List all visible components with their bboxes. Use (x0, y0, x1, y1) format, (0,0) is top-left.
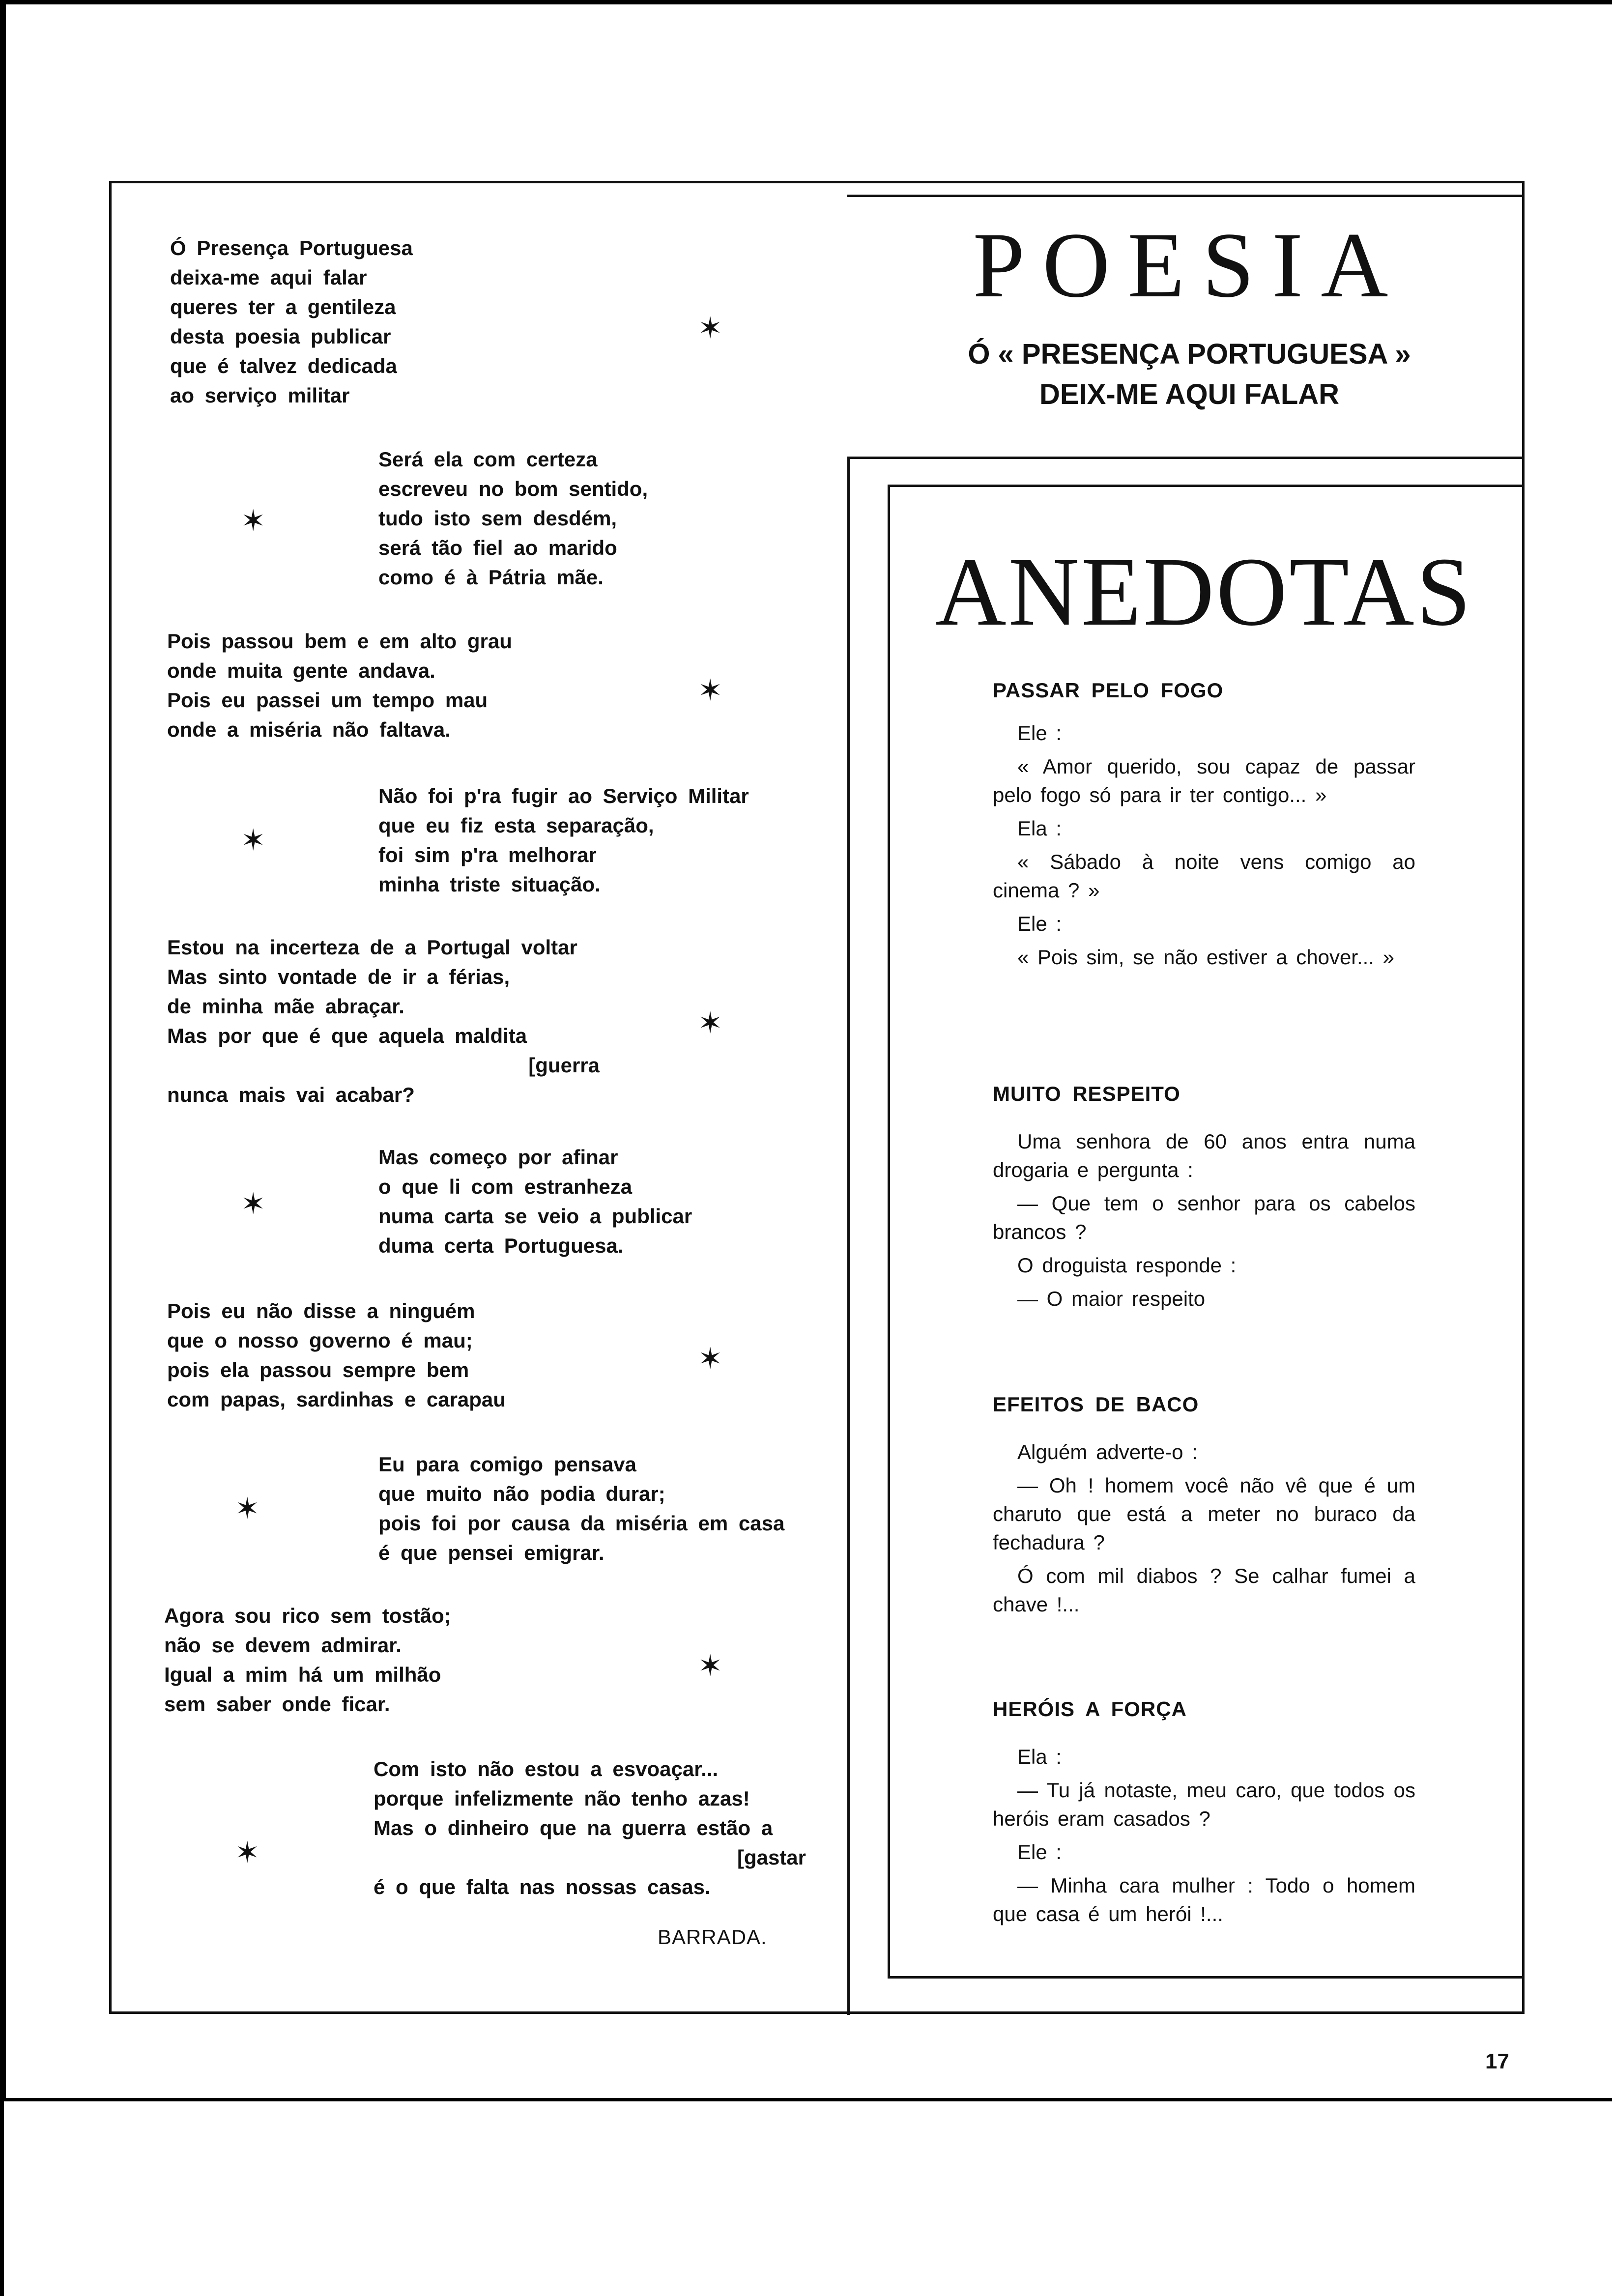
joke-line: — Minha cara mulher : Todo o homem que casa é um herói !... (993, 1874, 1415, 1925)
scan-edge-top (0, 0, 1612, 4)
joke-line: Ele : (1017, 1840, 1062, 1864)
star-icon: ✶ (241, 823, 266, 858)
verse: queres ter a gentileza (170, 295, 396, 318)
verse: é o que falta nas nossas casas. (374, 1875, 711, 1898)
stanza-8 (378, 1450, 784, 1568)
joke-line: Alguém adverte-o : (1017, 1440, 1198, 1464)
joke-line: Ela : (1017, 817, 1062, 840)
stanza-9 (164, 1601, 451, 1719)
verse: como é à Pátria mãe. (378, 566, 604, 589)
verse: Mas o dinheiro que na guerra estão a (374, 1816, 773, 1839)
verse: escreveu no bom sentido, (378, 477, 648, 500)
anedotas-content (899, 538, 1509, 646)
stanza-4 (378, 781, 749, 899)
verse: que é talvez dedicada (170, 354, 397, 377)
joke-line: Ó com mil diabos ? Se calhar fumei a chave !... (993, 1564, 1415, 1616)
verse-overflow: [guerra (528, 1054, 600, 1077)
joke-line: « Pois sim, se não estiver a chover... » (1017, 946, 1395, 969)
verse: de minha mãe abraçar. (167, 995, 404, 1018)
verse: Pois passou bem e em alto grau (167, 630, 512, 653)
verse: Com isto não estou a esvoaçar... (374, 1757, 719, 1780)
verse: duma certa Portuguesa. (378, 1234, 624, 1257)
joke-line: O droguista responde : (1017, 1254, 1237, 1277)
verse: que o nosso governo é mau; (167, 1329, 473, 1352)
stanza-10 (374, 1754, 806, 1902)
joke-line: Ela : (1017, 1745, 1062, 1768)
star-icon: ✶ (698, 673, 723, 708)
star-icon: ✶ (698, 1342, 723, 1376)
verse: que muito não podia durar; (378, 1482, 665, 1505)
verse: Mas sinto vontade de ir a férias, (167, 965, 510, 988)
verse: será tão fiel ao marido (378, 536, 617, 559)
verse: Agora sou rico sem tostão; (164, 1604, 451, 1627)
verse: onde muita gente andava. (167, 659, 435, 682)
joke-title: HERÓIS A FORÇA (993, 1697, 1187, 1721)
verse: Mas por que é que aquela maldita (167, 1024, 527, 1047)
page-number: 17 (1485, 2049, 1509, 2073)
stanza-5 (167, 933, 600, 1110)
joke-line: — O maior respeito (1017, 1287, 1206, 1310)
star-icon: ✶ (235, 1836, 260, 1870)
verse: foi sim p'ra melhorar (378, 843, 597, 866)
verse: desta poesia publicar (170, 325, 391, 348)
verse: Pois eu não disse a ninguém (167, 1299, 475, 1322)
star-icon: ✶ (241, 1187, 266, 1221)
verse: numa carta se veio a publicar (378, 1205, 692, 1228)
verse: pois foi por causa da miséria em casa (378, 1512, 785, 1535)
verse: minha triste situação. (378, 873, 601, 896)
subtitle-line-1: Ó « PRESENÇA PORTUGUESA » (968, 338, 1411, 370)
verse: nunca mais vai acabar? (167, 1083, 415, 1106)
next-page-edge (0, 2098, 1612, 2296)
star-icon: ✶ (235, 1492, 260, 1526)
verse: deixa-me aqui falar (170, 266, 367, 289)
anedotas-title: ANEDOTAS (935, 538, 1473, 646)
joke-3 (993, 1391, 1415, 1624)
page-title: POESIA (973, 214, 1406, 317)
verse-overflow: [gastar (737, 1846, 806, 1869)
verse: Eu para comigo pensava (378, 1453, 636, 1476)
column-divider (847, 457, 850, 2015)
joke-line: « Sábado à noite vens comigo ao cinema ? » (993, 850, 1415, 902)
verse: tudo isto sem desdém, (378, 507, 617, 530)
joke-line: — Oh ! homem você não vê que é um charuto que está a meter no buraco da fechadura ? (993, 1474, 1415, 1554)
scan-edge-left (0, 0, 6, 2296)
star-icon: ✶ (698, 1649, 723, 1683)
verse: Pois eu passei um tempo mau (167, 689, 488, 712)
stanza-1 (170, 233, 413, 410)
stanza-7 (167, 1296, 506, 1414)
stanza-3 (167, 627, 512, 745)
verse: que eu fiz esta separação, (378, 814, 654, 837)
verse: o que li com estranheza (378, 1175, 633, 1198)
star-icon: ✶ (698, 311, 723, 345)
joke-line: Uma senhora de 60 anos entra numa drogaria e pergunta : (993, 1130, 1415, 1181)
star-icon: ✶ (241, 504, 266, 538)
verse: Igual a mim há um milhão (164, 1663, 441, 1686)
verse: onde a miséria não faltava. (167, 718, 451, 741)
verse: não se devem admirar. (164, 1634, 402, 1657)
verse: sem saber onde ficar. (164, 1693, 390, 1716)
subtitle-line-2: DEIX-ME AQUI FALAR (1039, 378, 1340, 410)
star-icon: ✶ (698, 1006, 723, 1040)
joke-line: — Tu já notaste, meu caro, que todos os heróis eram casados ? (993, 1779, 1415, 1830)
joke-title: MUITO RESPEITO (993, 1082, 1180, 1105)
verse: é que pensei emigrar. (378, 1541, 604, 1564)
verse: porque infelizmente não tenho azas! (374, 1787, 750, 1810)
joke-line: Ele : (1017, 912, 1062, 935)
joke-line: « Amor querido, sou capaz de passar pelo fogo só para ir ter contigo... » (993, 755, 1415, 806)
verse: Ó Presença Portuguesa (170, 236, 413, 259)
verse: com papas, sardinhas e carapau (167, 1388, 506, 1411)
joke-line: Ele : (1017, 721, 1062, 745)
poesia-header (865, 216, 1514, 415)
joke-2 (993, 1080, 1415, 1318)
stanza-6 (378, 1143, 692, 1261)
verse: Estou na incerteza de a Portugal voltar (167, 936, 577, 959)
joke-1 (993, 677, 1415, 976)
verse: Não foi p'ra fugir ao Serviço Militar (378, 784, 749, 807)
verse: Será ela com certeza (378, 448, 598, 471)
joke-4 (993, 1695, 1415, 1933)
joke-title: PASSAR PELO FOGO (993, 679, 1224, 702)
joke-title: EFEITOS DE BACO (993, 1393, 1199, 1416)
verse: Mas começo por afinar (378, 1146, 618, 1169)
verse: ao serviço militar (170, 384, 350, 407)
poem-signature: BARRADA. (658, 1925, 767, 1949)
verse: pois ela passou sempre bem (167, 1358, 469, 1381)
joke-line: — Que tem o senhor para os cabelos brancos ? (993, 1192, 1415, 1243)
stanza-2 (378, 445, 648, 592)
